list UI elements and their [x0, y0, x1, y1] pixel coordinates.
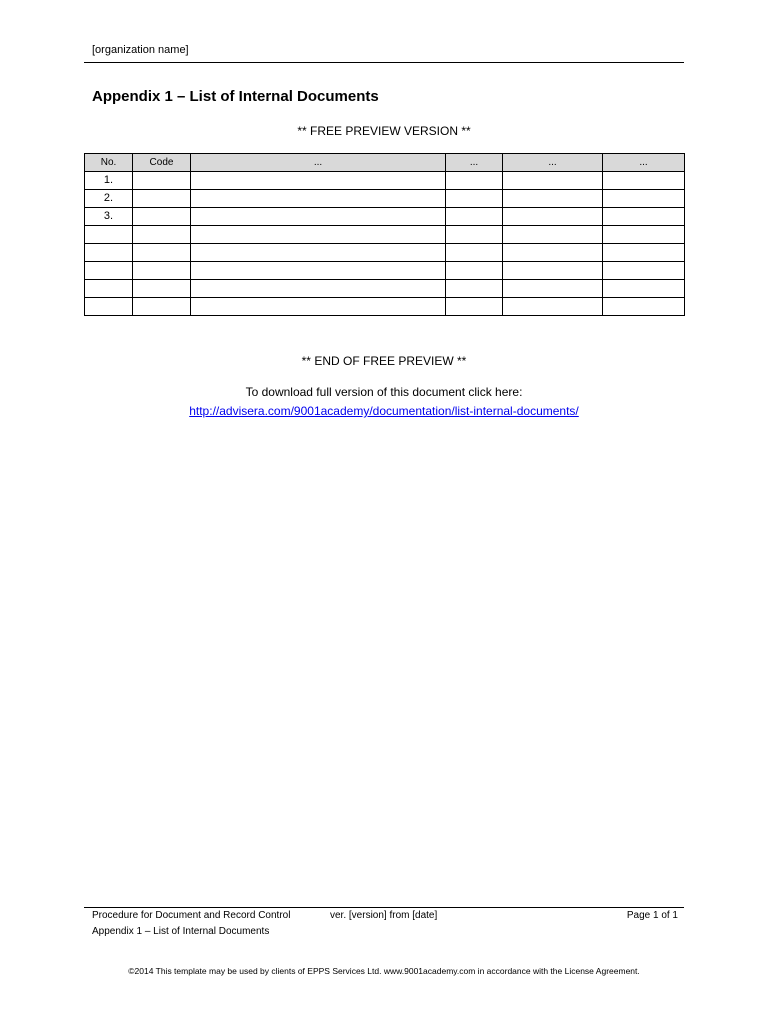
table-cell: [191, 172, 446, 190]
header-divider: [84, 62, 684, 63]
table-cell: [133, 226, 191, 244]
table-cell: [446, 298, 503, 316]
table-cell: [133, 262, 191, 280]
footer-appendix-name: Appendix 1 – List of Internal Documents: [92, 926, 270, 937]
table-cell: [503, 262, 603, 280]
table-cell: [85, 298, 133, 316]
table-cell: [133, 280, 191, 298]
column-header-6: ...: [603, 154, 685, 172]
table-cell: [85, 226, 133, 244]
table-cell: [503, 298, 603, 316]
download-instruction: To download full version of this document click here:: [245, 385, 523, 399]
download-link-container: [84, 404, 684, 418]
column-header-5: ...: [503, 154, 603, 172]
table-row: [85, 208, 685, 226]
table-row: [85, 226, 685, 244]
table-row: [85, 280, 685, 298]
column-header-4: ...: [446, 154, 503, 172]
table-cell: [191, 262, 446, 280]
table-cell: [85, 280, 133, 298]
page-title: Appendix 1 – List of Internal Documents: [92, 88, 379, 105]
table-cell: [446, 262, 503, 280]
table-cell: 1.: [85, 172, 133, 190]
table-cell: [446, 244, 503, 262]
table-cell: [446, 172, 503, 190]
table-row: [85, 190, 685, 208]
footer-page-number: Page 1 of 1: [626, 910, 678, 921]
table-cell: 2.: [85, 190, 133, 208]
footer-version: ver. [version] from [date]: [330, 910, 438, 921]
table-cell: [603, 244, 685, 262]
table-cell: [503, 172, 603, 190]
table-cell: [191, 244, 446, 262]
table-cell: [446, 280, 503, 298]
organization-name: [organization name]: [92, 44, 189, 56]
table-cell: [503, 244, 603, 262]
table-cell: [191, 190, 446, 208]
table-cell: [603, 262, 685, 280]
table-cell: [503, 226, 603, 244]
free-preview-banner: ** FREE PREVIEW VERSION **: [297, 124, 471, 138]
column-header-3: ...: [191, 154, 446, 172]
end-of-preview-banner: ** END OF FREE PREVIEW **: [301, 354, 467, 368]
table-cell: [133, 172, 191, 190]
table-cell: [603, 280, 685, 298]
table-cell: [503, 208, 603, 226]
table-cell: [191, 298, 446, 316]
table-cell: [503, 190, 603, 208]
table-cell: [603, 298, 685, 316]
table-cell: [603, 190, 685, 208]
table-cell: [133, 208, 191, 226]
footer-procedure-name: Procedure for Document and Record Control: [92, 910, 291, 921]
table-cell: [603, 172, 685, 190]
table-cell: [446, 226, 503, 244]
table-cell: [85, 244, 133, 262]
table-cell: [503, 280, 603, 298]
table-cell: [603, 208, 685, 226]
table-cell: [133, 190, 191, 208]
table-row: [85, 298, 685, 316]
footer-divider: [84, 907, 684, 908]
table-cell: [603, 226, 685, 244]
column-header-no: No.: [85, 154, 133, 172]
table-cell: [85, 262, 133, 280]
internal-documents-table: [84, 153, 685, 316]
column-header-code: Code: [133, 154, 191, 172]
table-row: [85, 172, 685, 190]
table-row: [85, 262, 685, 280]
table-header-row: [85, 154, 685, 172]
table-cell: 3.: [85, 208, 133, 226]
copyright-notice: ©2014 This template may be used by clients of EPPS Services Ltd. www.9001academy.com in accordance with the License Agreement.: [128, 966, 640, 976]
table-cell: [446, 190, 503, 208]
table-cell: [191, 208, 446, 226]
table-row: [85, 244, 685, 262]
table-cell: [191, 280, 446, 298]
download-link[interactable]: http://advisera.com/9001academy/documentation/list-internal-documents/: [189, 404, 579, 418]
table-cell: [191, 226, 446, 244]
table-cell: [133, 244, 191, 262]
table-cell: [446, 208, 503, 226]
table-cell: [133, 298, 191, 316]
